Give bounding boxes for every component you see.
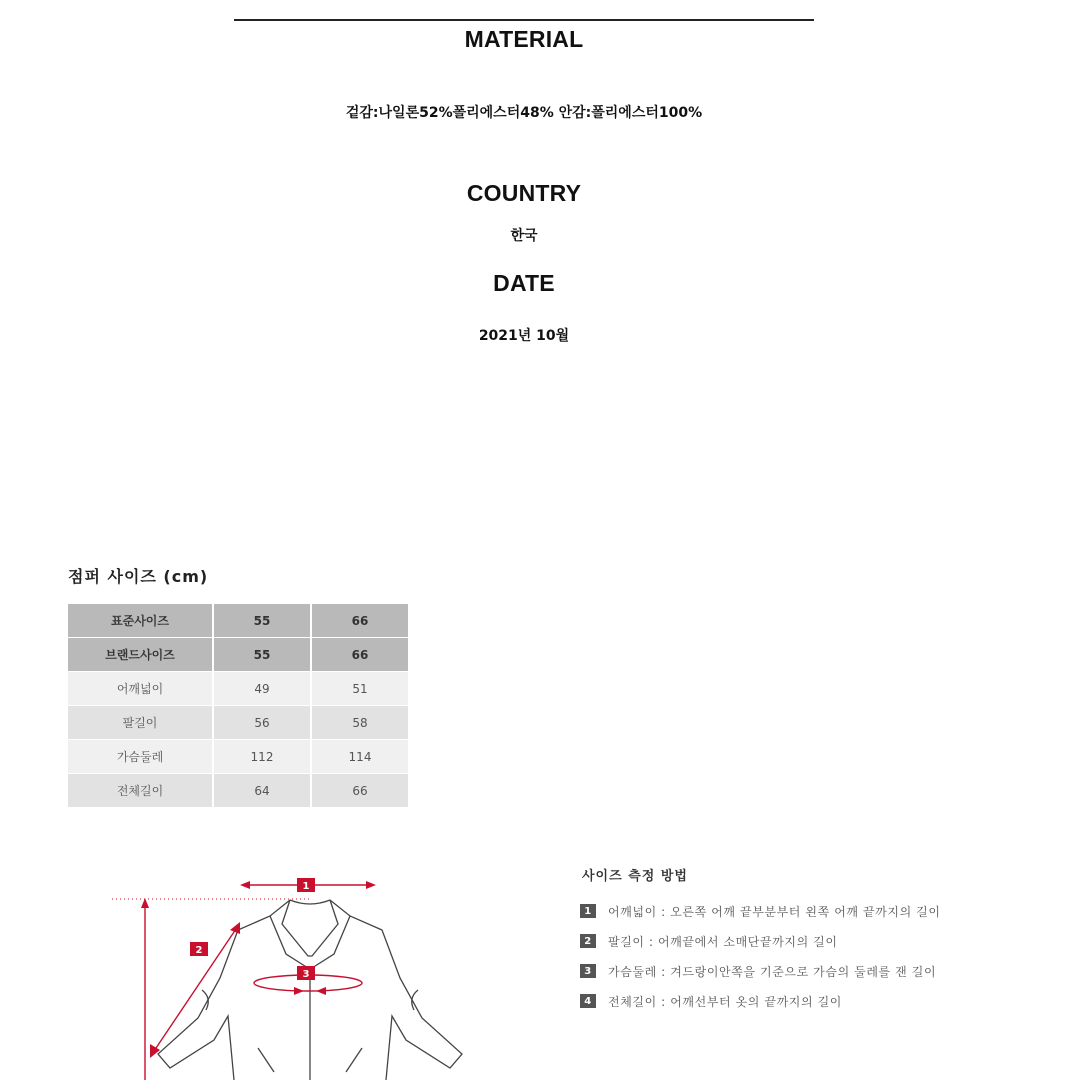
number-badge: 2 [580, 934, 596, 948]
country-text: 한국 [510, 228, 538, 244]
measure-item-text: 팔길이 : 어깨끝에서 소매단끝까지의 길이 [608, 934, 838, 949]
table-row [68, 706, 408, 740]
size-table-title: 점퍼 사이즈 (cm) [68, 567, 209, 586]
measure-item [580, 992, 842, 1010]
table-cell: 가슴둘레 [68, 740, 212, 774]
arm-arrow-head-top [230, 922, 240, 934]
material-heading: MATERIAL [464, 26, 584, 52]
measure-title: 사이즈 측정 방법 [582, 869, 688, 884]
table-row [68, 604, 408, 638]
measure-item [580, 932, 838, 950]
measure-item-text: 가슴둘레 : 겨드랑이안쪽을 기준으로 가슴의 둘레를 잰 길이 [608, 964, 937, 979]
table-cell: 49 [214, 672, 310, 706]
measure-item-text: 전체길이 : 어깨선부터 옷의 끝까지의 길이 [608, 994, 842, 1009]
table-cell: 66 [312, 774, 408, 808]
table-row [68, 740, 408, 774]
marker-label: 2 [195, 945, 203, 956]
table-cell: 58 [312, 706, 408, 740]
length-arrow-head [141, 898, 149, 908]
measure-item [580, 962, 936, 980]
table-row [68, 638, 408, 672]
country-heading: COUNTRY [466, 180, 582, 206]
measure-item-text: 어깨넓이 : 오른쪽 어깨 끝부분부터 왼쪽 어깨 끝까지의 길이 [608, 904, 941, 919]
table-row [68, 672, 408, 706]
table-cell: 66 [312, 604, 408, 638]
date-heading: DATE [493, 270, 555, 296]
number-badge: 1 [580, 904, 596, 918]
arm-arrow-head-bottom [150, 1044, 160, 1058]
table-cell: 112 [214, 740, 310, 774]
marker-label: 3 [302, 969, 310, 980]
number-badge: 4 [580, 994, 596, 1008]
table-cell: 55 [214, 604, 310, 638]
table-cell: 브랜드사이즈 [68, 638, 212, 672]
shoulder-arrow-left [240, 881, 250, 889]
table-cell: 팔길이 [68, 706, 212, 740]
chest-arrow-head-left [294, 987, 304, 995]
table-cell: 표준사이즈 [68, 604, 212, 638]
table-row [68, 774, 408, 808]
material-text: 겉감:나일론52%폴리에스터48% 안감:폴리에스터100% [345, 105, 703, 121]
table-cell: 56 [214, 706, 310, 740]
top-divider [234, 19, 814, 21]
marker-label: 1 [302, 881, 310, 892]
measure-item [580, 902, 941, 920]
table-cell: 114 [312, 740, 408, 774]
table-cell: 어깨넓이 [68, 672, 212, 706]
shoulder-arrow-right [366, 881, 376, 889]
jacket-measurement-diagram [110, 868, 480, 1080]
jacket-outline [158, 900, 462, 1080]
size-table [66, 604, 410, 808]
date-text: 2021년 10월 [478, 328, 570, 344]
table-cell: 66 [312, 638, 408, 672]
number-badge: 3 [580, 964, 596, 978]
chest-arrow-head-right [316, 987, 326, 995]
table-cell: 전체길이 [68, 774, 212, 808]
table-cell: 64 [214, 774, 310, 808]
table-cell: 51 [312, 672, 408, 706]
table-cell: 55 [214, 638, 310, 672]
